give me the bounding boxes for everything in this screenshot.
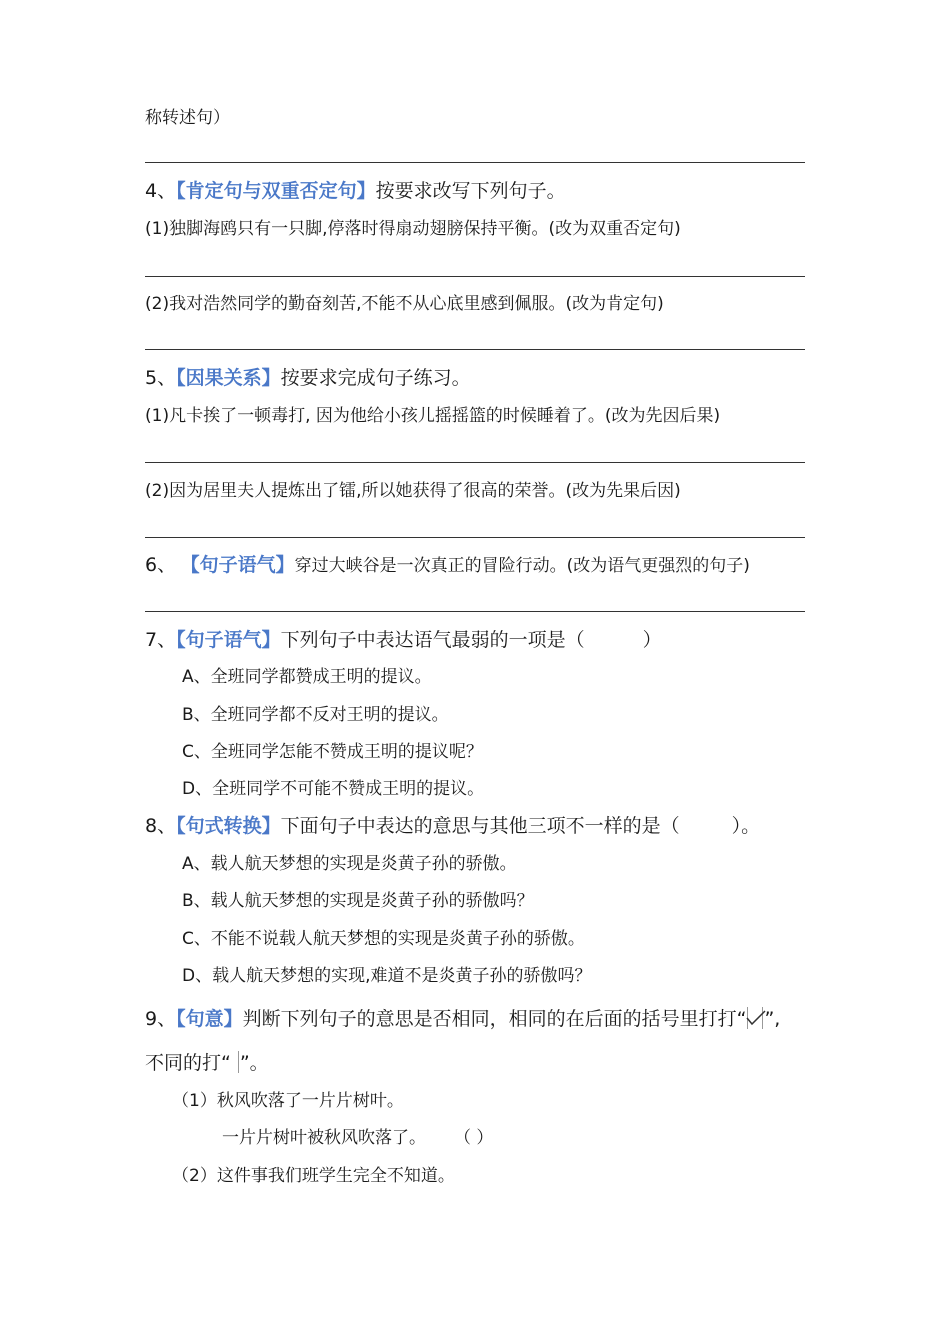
question-number: 4、 [145, 180, 177, 202]
cross-mark-icon [232, 1051, 239, 1073]
question-4-header [145, 179, 566, 203]
topic-tag: 【肯定句与双重否定句】 [176, 180, 376, 202]
option-c: C、不能不说载人航天梦想的实现是炎黄子孙的骄傲。 [182, 929, 585, 949]
q4-sentence-1: (1)独脚海鸥只有一只脚,停落时得扇动翅膀保持平衡。(改为双重否定句) [145, 219, 681, 239]
answer-line[interactable] [145, 276, 805, 277]
question-9-header [145, 1007, 780, 1031]
question-prompt: 按要求完成句子练习。 [280, 367, 471, 389]
q9-sentence-2: （2）这件事我们班学生完全不知道。 [172, 1166, 455, 1186]
question-prompt: 按要求改写下列句子。 [375, 180, 566, 202]
continued-text: 称转述句） [145, 108, 230, 128]
option-b: B、全班同学都不反对王明的提议。 [182, 705, 449, 725]
topic-tag: 【句式转换】 [176, 815, 281, 837]
question-number: 9、 [145, 1008, 177, 1030]
question-number: 5、 [145, 367, 177, 389]
q5-sentence-2: (2)因为居里夫人提炼出了镭,所以她获得了很高的荣誉。(改为先果后因) [145, 481, 681, 501]
question-5-header [145, 366, 471, 390]
q9-sentence-1: （1）秋风吹落了一片片树叶。 [172, 1091, 404, 1111]
option-b: B、载人航天梦想的实现是炎黄子孙的骄傲吗？ [182, 891, 534, 911]
answer-paren[interactable]: （ ） [454, 1128, 494, 1148]
answer-line[interactable] [145, 462, 805, 463]
q5-sentence-1: (1)凡卡挨了一顿毒打, 因为他给小孩儿摇摇篮的时候睡着了。(改为先因后果) [145, 406, 721, 426]
answer-line[interactable] [145, 162, 805, 163]
option-d: D、全班同学不可能不赞成王明的提议。 [182, 779, 485, 799]
question-prompt-end: ”, [764, 1008, 781, 1030]
option-a: A、载人航天梦想的实现是炎黄子孙的骄傲。 [182, 854, 517, 874]
question-prompt-line2: 不同的打“ [145, 1052, 231, 1074]
option-a: A、全班同学都赞成王明的提议。 [182, 667, 432, 687]
close-paren: ） [642, 629, 662, 651]
topic-tag: 【句子语气】 [190, 554, 295, 576]
answer-line[interactable] [145, 537, 805, 538]
option-d: D、载人航天梦想的实现,难道不是炎黄子孙的骄傲吗？ [182, 966, 592, 986]
question-number: 8、 [145, 815, 177, 837]
question-number: 6、 [145, 554, 177, 576]
question-9-line-2 [145, 1051, 269, 1075]
question-8-header [145, 814, 760, 838]
option-c: C、全班同学怎能不赞成王明的提议呢？ [182, 742, 483, 762]
question-prompt-line2-end: ”。 [239, 1052, 269, 1074]
topic-tag: 【句意】 [176, 1008, 243, 1030]
question-prompt: 下面句子中表达的意思与其他三项不一样的是（ [280, 815, 680, 837]
close-paren: ）。 [731, 815, 761, 837]
topic-tag: 【因果关系】 [176, 367, 281, 389]
topic-tag: 【句子语气】 [176, 629, 281, 651]
question-number: 7、 [145, 629, 177, 651]
q4-sentence-2: (2)我对浩然同学的勤奋刻苦,不能不从心底里感到佩服。(改为肯定句) [145, 294, 664, 314]
question-6-header [145, 553, 750, 578]
question-7-header [145, 628, 662, 652]
question-prompt: 下列句子中表达语气最弱的一项是（ [280, 629, 585, 651]
q9-sentence-1b-text: 一片片树叶被秋风吹落了。 [222, 1128, 426, 1148]
answer-line[interactable] [145, 349, 805, 350]
check-mark-icon [747, 1007, 763, 1029]
question-prompt: 穿过大峡谷是一次真正的冒险行动。(改为语气更强烈的句子) [294, 556, 750, 576]
answer-line[interactable] [145, 611, 805, 612]
q9-sentence-1b [222, 1126, 493, 1150]
question-prompt: 判断下列句子的意思是否相同，相同的在后面的括号里打打“ [242, 1008, 747, 1030]
